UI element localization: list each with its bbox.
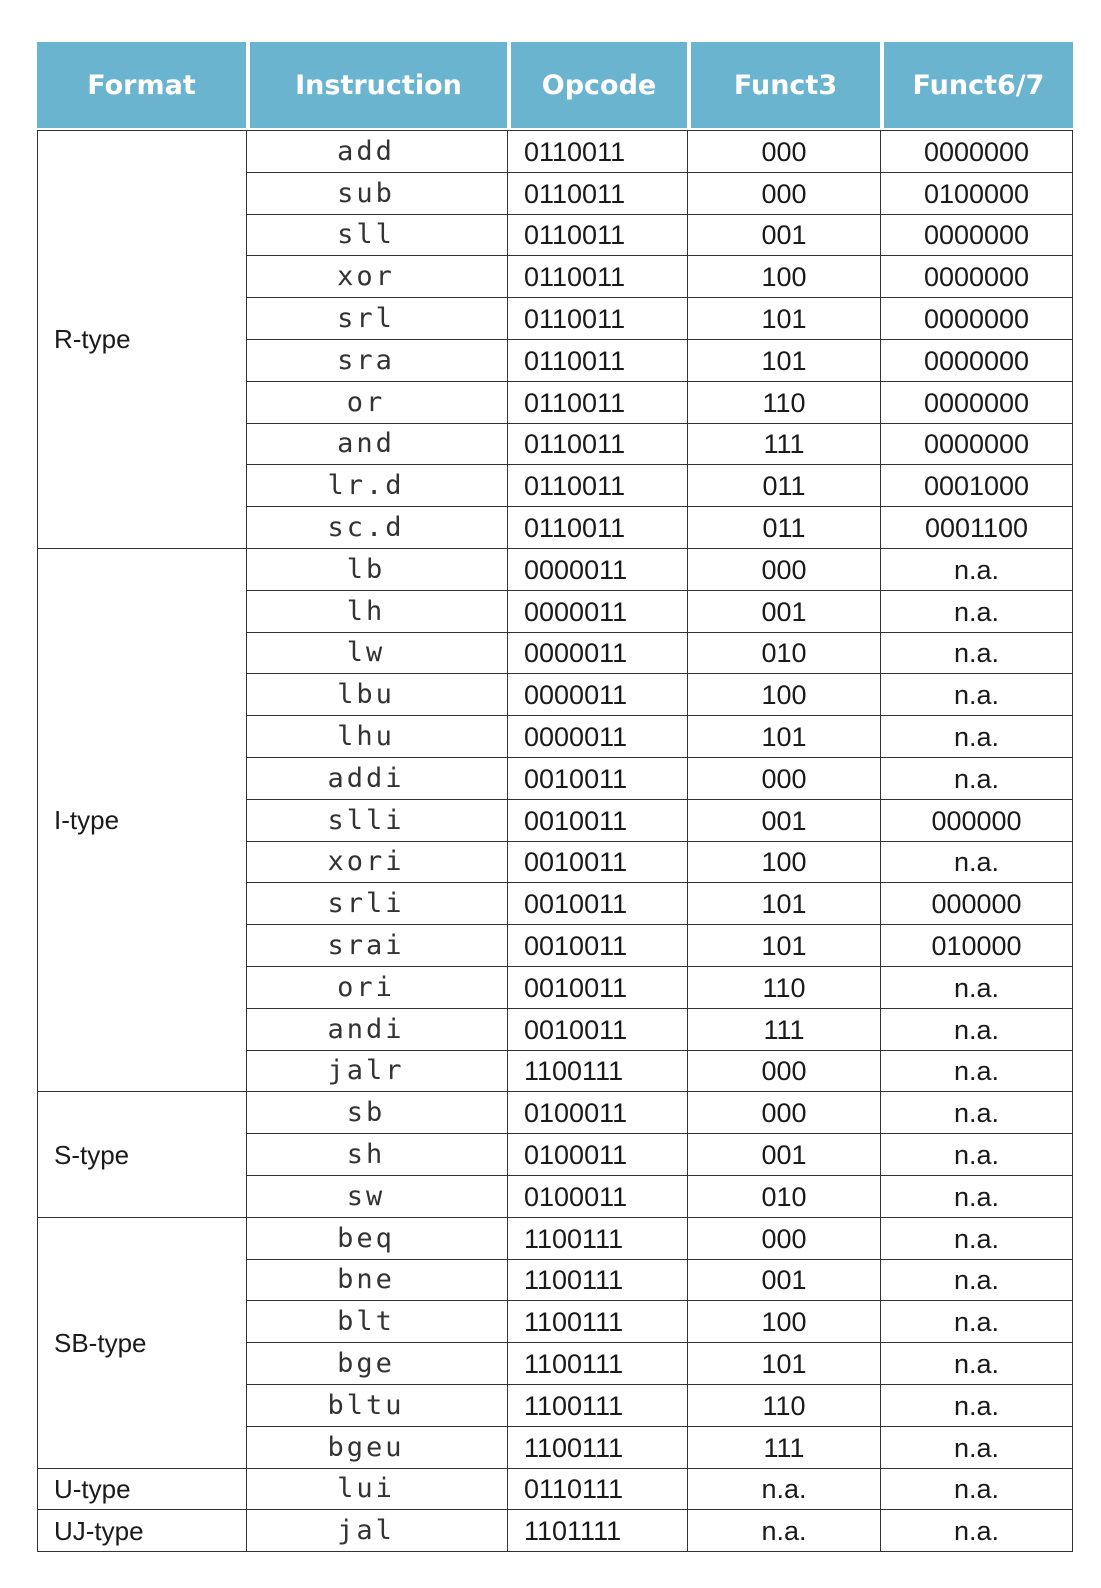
funct3-cell: 101 (687, 297, 880, 339)
funct67-cell: n.a. (880, 548, 1073, 590)
instruction-cell: and (246, 423, 507, 465)
instruction-cell: bge (246, 1342, 507, 1384)
table-row (37, 1509, 1073, 1552)
opcode-cell: 0110011 (507, 255, 687, 297)
opcode-cell: 0000011 (507, 632, 687, 674)
instruction-cell: lhu (246, 715, 507, 757)
funct3-cell: 111 (687, 1008, 880, 1050)
table-body (37, 130, 1073, 1552)
funct3-cell: 101 (687, 339, 880, 381)
instruction-encoding-table (37, 42, 1073, 1552)
funct3-cell: 000 (687, 172, 880, 214)
table-row (37, 1091, 1073, 1133)
instruction-cell: sub (246, 172, 507, 214)
opcode-cell: 1100111 (507, 1342, 687, 1384)
funct3-cell: n.a. (687, 1509, 880, 1552)
funct67-cell: 010000 (880, 924, 1073, 966)
table-row (37, 1468, 1073, 1510)
funct3-cell: 000 (687, 1217, 880, 1259)
funct67-cell: n.a. (880, 632, 1073, 674)
instruction-cell: bne (246, 1259, 507, 1301)
funct67-cell: n.a. (880, 1050, 1073, 1092)
opcode-cell: 0000011 (507, 590, 687, 632)
opcode-cell: 0100011 (507, 1175, 687, 1217)
funct3-cell: 110 (687, 966, 880, 1008)
instruction-cell: lw (246, 632, 507, 674)
funct67-cell: n.a. (880, 1384, 1073, 1426)
opcode-cell: 0100011 (507, 1133, 687, 1175)
funct67-cell: n.a. (880, 1259, 1073, 1301)
funct3-cell: 110 (687, 1384, 880, 1426)
funct3-cell: 101 (687, 1342, 880, 1384)
table-row (37, 548, 1073, 590)
opcode-cell: 1100111 (507, 1426, 687, 1468)
instruction-cell: sc.d (246, 506, 507, 548)
instruction-cell: sw (246, 1175, 507, 1217)
funct3-cell: 001 (687, 799, 880, 841)
opcode-cell: 0010011 (507, 966, 687, 1008)
table-row (37, 1217, 1073, 1259)
funct3-cell: 100 (687, 841, 880, 883)
instruction-encoding-table-wrapper (37, 42, 1073, 1552)
funct3-cell: 001 (687, 1259, 880, 1301)
funct67-cell: 0000000 (880, 130, 1073, 172)
funct3-cell: 101 (687, 882, 880, 924)
funct3-cell: 011 (687, 464, 880, 506)
funct3-cell: 111 (687, 423, 880, 465)
format-cell: U-type (37, 1468, 246, 1510)
funct3-cell: 101 (687, 924, 880, 966)
funct67-cell: n.a. (880, 715, 1073, 757)
opcode-cell: 0010011 (507, 1008, 687, 1050)
funct67-cell: n.a. (880, 1509, 1073, 1552)
table-header (37, 42, 1073, 130)
funct3-cell: 001 (687, 214, 880, 256)
opcode-cell: 0110011 (507, 297, 687, 339)
funct67-cell: 0000000 (880, 214, 1073, 256)
funct67-cell: 0000000 (880, 255, 1073, 297)
instruction-cell: srl (246, 297, 507, 339)
funct67-cell: n.a. (880, 1175, 1073, 1217)
instruction-cell: or (246, 381, 507, 423)
table-row (37, 130, 1073, 172)
funct67-cell: n.a. (880, 1300, 1073, 1342)
header-funct3: Funct3 (687, 42, 880, 130)
opcode-cell: 0000011 (507, 715, 687, 757)
opcode-cell: 0110011 (507, 506, 687, 548)
opcode-cell: 0110011 (507, 172, 687, 214)
funct67-cell: n.a. (880, 1133, 1073, 1175)
funct67-cell: n.a. (880, 1426, 1073, 1468)
instruction-cell: beq (246, 1217, 507, 1259)
instruction-cell: addi (246, 757, 507, 799)
instruction-cell: lb (246, 548, 507, 590)
instruction-cell: srai (246, 924, 507, 966)
opcode-cell: 0100011 (507, 1091, 687, 1133)
funct67-cell: 000000 (880, 799, 1073, 841)
header-row (37, 42, 1073, 130)
funct67-cell: 0000000 (880, 381, 1073, 423)
instruction-cell: sll (246, 214, 507, 256)
funct3-cell: 000 (687, 1091, 880, 1133)
opcode-cell: 1100111 (507, 1384, 687, 1426)
header-instruction: Instruction (246, 42, 507, 130)
funct67-cell: 0001100 (880, 506, 1073, 548)
opcode-cell: 0110011 (507, 339, 687, 381)
format-cell: UJ-type (37, 1509, 246, 1552)
instruction-cell: lr.d (246, 464, 507, 506)
opcode-cell: 0010011 (507, 924, 687, 966)
format-cell: R-type (37, 130, 246, 548)
header-opcode: Opcode (507, 42, 687, 130)
instruction-cell: bltu (246, 1384, 507, 1426)
opcode-cell: 0110011 (507, 464, 687, 506)
format-cell: S-type (37, 1091, 246, 1216)
instruction-cell: sh (246, 1133, 507, 1175)
instruction-cell: bgeu (246, 1426, 507, 1468)
opcode-cell: 0110011 (507, 381, 687, 423)
funct67-cell: n.a. (880, 590, 1073, 632)
instruction-cell: add (246, 130, 507, 172)
format-cell: SB-type (37, 1217, 246, 1468)
funct67-cell: 0001000 (880, 464, 1073, 506)
funct67-cell: n.a. (880, 1468, 1073, 1510)
opcode-cell: 1100111 (507, 1300, 687, 1342)
header-format: Format (37, 42, 246, 130)
funct3-cell: 100 (687, 255, 880, 297)
instruction-cell: andi (246, 1008, 507, 1050)
opcode-cell: 1100111 (507, 1259, 687, 1301)
opcode-cell: 0010011 (507, 882, 687, 924)
funct67-cell: 000000 (880, 882, 1073, 924)
opcode-cell: 0010011 (507, 841, 687, 883)
funct67-cell: n.a. (880, 757, 1073, 799)
instruction-cell: blt (246, 1300, 507, 1342)
opcode-cell: 1101111 (507, 1509, 687, 1552)
instruction-cell: jal (246, 1509, 507, 1552)
funct67-cell: 0000000 (880, 423, 1073, 465)
funct67-cell: n.a. (880, 1091, 1073, 1133)
opcode-cell: 0010011 (507, 757, 687, 799)
instruction-cell: lui (246, 1468, 507, 1510)
funct3-cell: 000 (687, 548, 880, 590)
instruction-cell: sra (246, 339, 507, 381)
funct3-cell: 011 (687, 506, 880, 548)
instruction-cell: srli (246, 882, 507, 924)
opcode-cell: 0110011 (507, 423, 687, 465)
funct3-cell: 101 (687, 715, 880, 757)
funct67-cell: n.a. (880, 673, 1073, 715)
funct67-cell: n.a. (880, 966, 1073, 1008)
funct3-cell: 001 (687, 1133, 880, 1175)
funct3-cell: 001 (687, 590, 880, 632)
opcode-cell: 0110011 (507, 214, 687, 256)
funct67-cell: n.a. (880, 1217, 1073, 1259)
funct3-cell: 111 (687, 1426, 880, 1468)
funct67-cell: n.a. (880, 841, 1073, 883)
instruction-cell: xor (246, 255, 507, 297)
funct3-cell: 000 (687, 757, 880, 799)
opcode-cell: 1100111 (507, 1217, 687, 1259)
instruction-cell: sb (246, 1091, 507, 1133)
funct3-cell: 010 (687, 632, 880, 674)
opcode-cell: 1100111 (507, 1050, 687, 1092)
funct3-cell: n.a. (687, 1468, 880, 1510)
opcode-cell: 0000011 (507, 673, 687, 715)
instruction-cell: slli (246, 799, 507, 841)
funct67-cell: n.a. (880, 1342, 1073, 1384)
instruction-cell: ori (246, 966, 507, 1008)
funct3-cell: 100 (687, 673, 880, 715)
header-funct67: Funct6/7 (880, 42, 1073, 130)
opcode-cell: 0000011 (507, 548, 687, 590)
funct3-cell: 100 (687, 1300, 880, 1342)
funct67-cell: 0000000 (880, 297, 1073, 339)
instruction-cell: xori (246, 841, 507, 883)
opcode-cell: 0110011 (507, 130, 687, 172)
opcode-cell: 0010011 (507, 799, 687, 841)
funct3-cell: 000 (687, 130, 880, 172)
funct3-cell: 000 (687, 1050, 880, 1092)
instruction-cell: lh (246, 590, 507, 632)
funct67-cell: n.a. (880, 1008, 1073, 1050)
funct67-cell: 0100000 (880, 172, 1073, 214)
funct67-cell: 0000000 (880, 339, 1073, 381)
format-cell: I-type (37, 548, 246, 1091)
instruction-cell: lbu (246, 673, 507, 715)
instruction-cell: jalr (246, 1050, 507, 1092)
funct3-cell: 110 (687, 381, 880, 423)
opcode-cell: 0110111 (507, 1468, 687, 1510)
funct3-cell: 010 (687, 1175, 880, 1217)
